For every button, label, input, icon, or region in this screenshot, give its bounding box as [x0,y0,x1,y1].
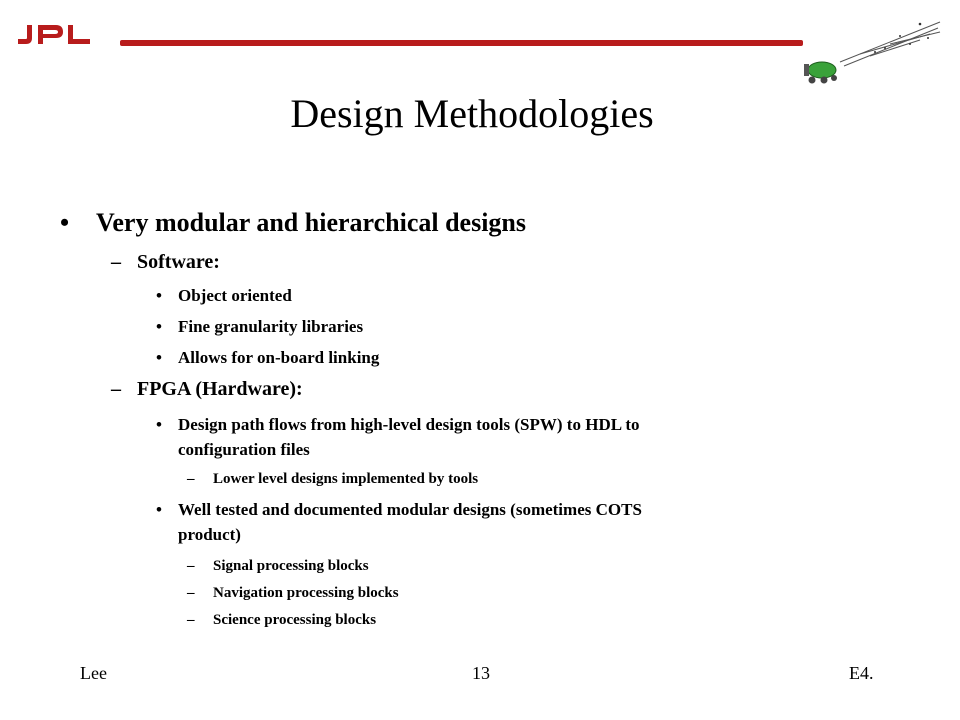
bullet-level4 [187,471,478,488]
bullet-level4 [187,612,376,629]
bullet-text: product) [178,525,241,544]
bullet-text: Object oriented [178,286,292,305]
bullet-marker: • [156,415,162,434]
bullet-level3 [156,348,379,368]
footer-slide-id: E4. [849,663,874,683]
bullet-continuation [156,525,241,545]
bullet-marker: – [111,378,121,400]
bullet-text: Allows for on-board linking [178,348,380,367]
bullet-text: Design path flows from high-level design tools (SPW) to HDL to [178,415,640,434]
bullet-level4 [187,558,369,575]
bullet-marker: • [156,286,162,305]
bullet-text: Lower level designs implemented by tools [213,471,479,487]
bullet-level2 [111,378,303,401]
header-rule [120,40,803,46]
bullet-level3 [156,415,640,435]
bullet-level1 [60,208,526,238]
bullet-text: Fine granularity libraries [178,317,364,336]
bullet-text: Well tested and documented modular designs (sometimes COTS [178,500,642,519]
bullet-level3 [156,317,363,337]
bullet-text: Signal processing blocks [213,558,369,574]
bullet-text: Science processing blocks [213,612,377,628]
bullet-text: Software: [137,251,220,273]
bullet-marker: • [60,208,70,237]
bullet-marker: • [156,348,162,367]
bullet-continuation [156,440,310,460]
slide-title: Design Methodologies [290,91,654,136]
jpl-logo [14,22,108,53]
bullet-text: Navigation processing blocks [213,585,399,601]
bullet-marker: • [156,317,162,336]
bullet-level4 [187,585,399,602]
bullet-marker: – [111,251,121,273]
footer-author: Lee [80,663,107,683]
bullet-marker: – [187,471,195,487]
rover-icon [800,14,950,99]
bullet-text: Very modular and hierarchical designs [96,208,527,237]
bullet-level3 [156,286,292,306]
bullet-marker: – [187,612,195,628]
bullet-level2 [111,251,220,274]
bullet-marker: • [156,500,162,519]
footer-page-number: 13 [472,663,490,683]
bullet-text: FPGA (Hardware): [137,378,303,400]
bullet-marker: – [187,585,195,601]
bullet-marker: – [187,558,195,574]
bullet-text: configuration files [178,440,310,459]
bullet-level3 [156,500,642,520]
